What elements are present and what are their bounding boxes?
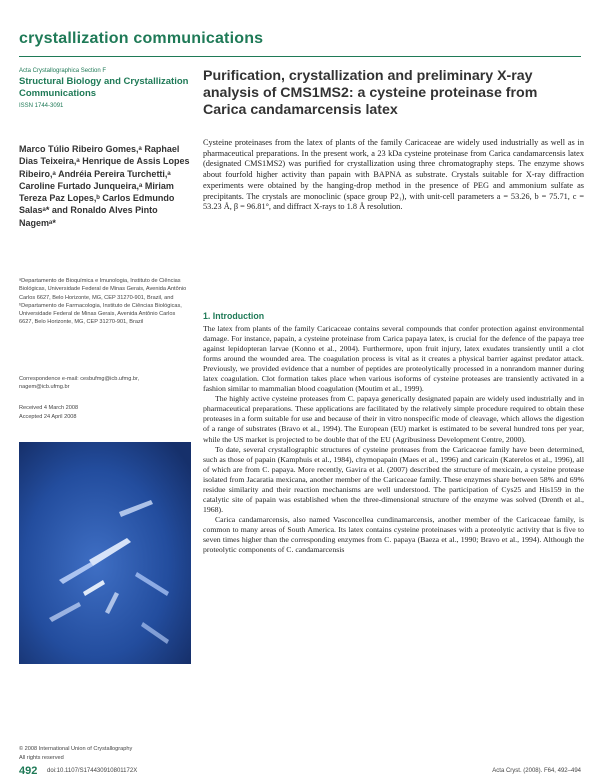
journal-section: Acta Crystallographica Section F xyxy=(19,68,107,74)
paragraph: Carica candamarcensis, also named Vasconcellea cundinamarcensis, another member of the Caricaceae family, is common to many areas of South America. Its latex contains cysteine proteinases with a proteolytic activity that is five to seven times higher than the corresponding enzymes from C. papaya (Baeza et al., 1990; Bravo et al., 1994). Although the proteolytic components of C. candamarcensis xyxy=(203,514,584,555)
paragraph: To date, several crystallographic structures of cysteine proteases from the Caricaceae family have been determined, such as those of papain (Kamphuis et al., 1984), chymopapain (Maes et al., 1996) and caricain (Katerelos et al., 1996), all of which are from C. papaya. More recently, Gavira et al. (2007) described the structure of mexicain, a cysteine protease isolated from Jacaratia mexicana, another member of the Caricaceae family. These enzymes share between 58% and 69% residue similarity and their reaction mechanisms are well understood. The participation of Cys25 and His159 in the catalytic site of papain was established when the three-dimensional structure of the enzyme was solved (Drenth et al., 1968). xyxy=(203,444,584,514)
article-dates xyxy=(19,404,78,422)
crystal-photograph-image xyxy=(19,442,191,664)
journal-name: Structural Biology and Crystallization Communications xyxy=(19,76,189,99)
left-column xyxy=(19,68,195,420)
issn: ISSN 1744-3091 xyxy=(19,103,64,109)
paragraph: The latex from plants of the family Caricaceae contains several compounds that confer protection against environmental damage. For instance, papain, a cysteine proteinase from Carica papaya latex, is crucial for the defence of the papaya tree against lepidopteran larvae (Konno et al., 2004). Furthermore, upon fruit injury, latex exudates transiently until a clot forms around the wounded area. The coagulation process is vital as it creates a physical barrier against predator attack. Previously, we provided evidence that a number of peptides are proteolytically processed in a nonrandom manner during latex coagulation. Clot formation takes place when various isoforms of cysteine proteases are transiently activated in a fashion similar to mammalian blood coagulation (Moutim et al., 1999). xyxy=(203,324,584,394)
author-list: Marco Túlio Ribeiro Gomes,ᵃ Raphael Dias Teixeira,ᵃ Henrique de Assis Lopes Ribeiro,ᵃ Andréia Pereira Turchetti,ᵃ Caroline Furtado Junqueira,ᵃ Miriam Tereza Paz Lopes,ᵇ Carlos Edmundo Salasᵃ* and Ronaldo Alves Pinto Nagemᵃ* xyxy=(19,144,190,228)
journal-citation: Acta Cryst. (2008). F64, 492–494 xyxy=(492,768,581,774)
rights-line: All rights reserved xyxy=(19,754,64,761)
paragraph: The highly active cysteine proteases from C. papaya generically designated papain are widely used industrially and in pharmaceutical preparations. These applications are facilitated by the relatively simple procedure required to obtain these proteases in a form suitable for use and because of their in vitro nonspecific mode of cleavage, which allows the digestion of a range of substrates (Bravo et al., 1994). The European (EU) market is estimated to be several hundred tons per year, while the US market is projected to be double that of the EU (Agribusiness Development Centre, 2000). xyxy=(203,394,584,444)
section-heading-introduction: 1. Introduction xyxy=(203,311,265,321)
copyright-line: © 2008 International Union of Crystallography xyxy=(19,746,133,752)
page-number: 492 xyxy=(19,765,38,777)
abstract: Cysteine proteinases from the latex of plants of the family Caricaceae are widely used industrially as well as in pharmaceutical preparations. In the present work, a 23 kDa cysteine proteinase from Carica candamarcensis latex (designated CMS1MS2) was purified for crystallization using three chromatography steps. The enzyme shows about fourfold higher activity than papain with BAPNA as substrate. Crystals suitable for X-ray diffraction experiments were obtained by the hanging-drop method in the presence of PEG and ammonium sulfate as precipitants. The crystals are monoclinic (space group P2₁), with unit-cell parameters a = 53.26, b = 75.71, c = 53.23 Å, β = 96.81°, and diffract X-rays to 1.8 Å resolution. xyxy=(203,138,584,212)
correspondence-email[interactable]: Correspondence e-mail: cesbufmg@icb.ufmg.br, nagem@icb.ufmg.br xyxy=(19,376,140,391)
body-text xyxy=(203,324,584,555)
header-rule xyxy=(19,56,581,57)
journal-header-title: crystallization communications xyxy=(19,30,264,47)
doi-link[interactable]: doi:10.1107/S174430910801172X xyxy=(47,768,138,774)
copyright-notice xyxy=(19,745,132,762)
affiliations: ᵃDepartamento de Bioquímica e Imunologia, Instituto de Ciências Biológicas, Universidade Federal de Minas Gerais, Avenida Antônio Carlos 6627, Belo Horizonte, MG, CEP 31270-901, Brazil, and ᵇDepartamento de Farmacologia, Instituto de Ciências Biológicas, Universidade Federal de Minas Gerais, Avenida Antônio Carlos 6627, Belo Horizonte, MG, CEP 31270-901, Brazil xyxy=(19,278,187,326)
article-title: Purification, crystallization and preliminary X-ray analysis of CMS1MS2: a cysteine proteinase from Carica candamarcensis latex xyxy=(203,68,538,118)
received-date: Received 4 March 2008 xyxy=(19,405,79,411)
crystal-photograph xyxy=(19,442,191,664)
accepted-date: Accepted 24 April 2008 xyxy=(19,414,77,420)
